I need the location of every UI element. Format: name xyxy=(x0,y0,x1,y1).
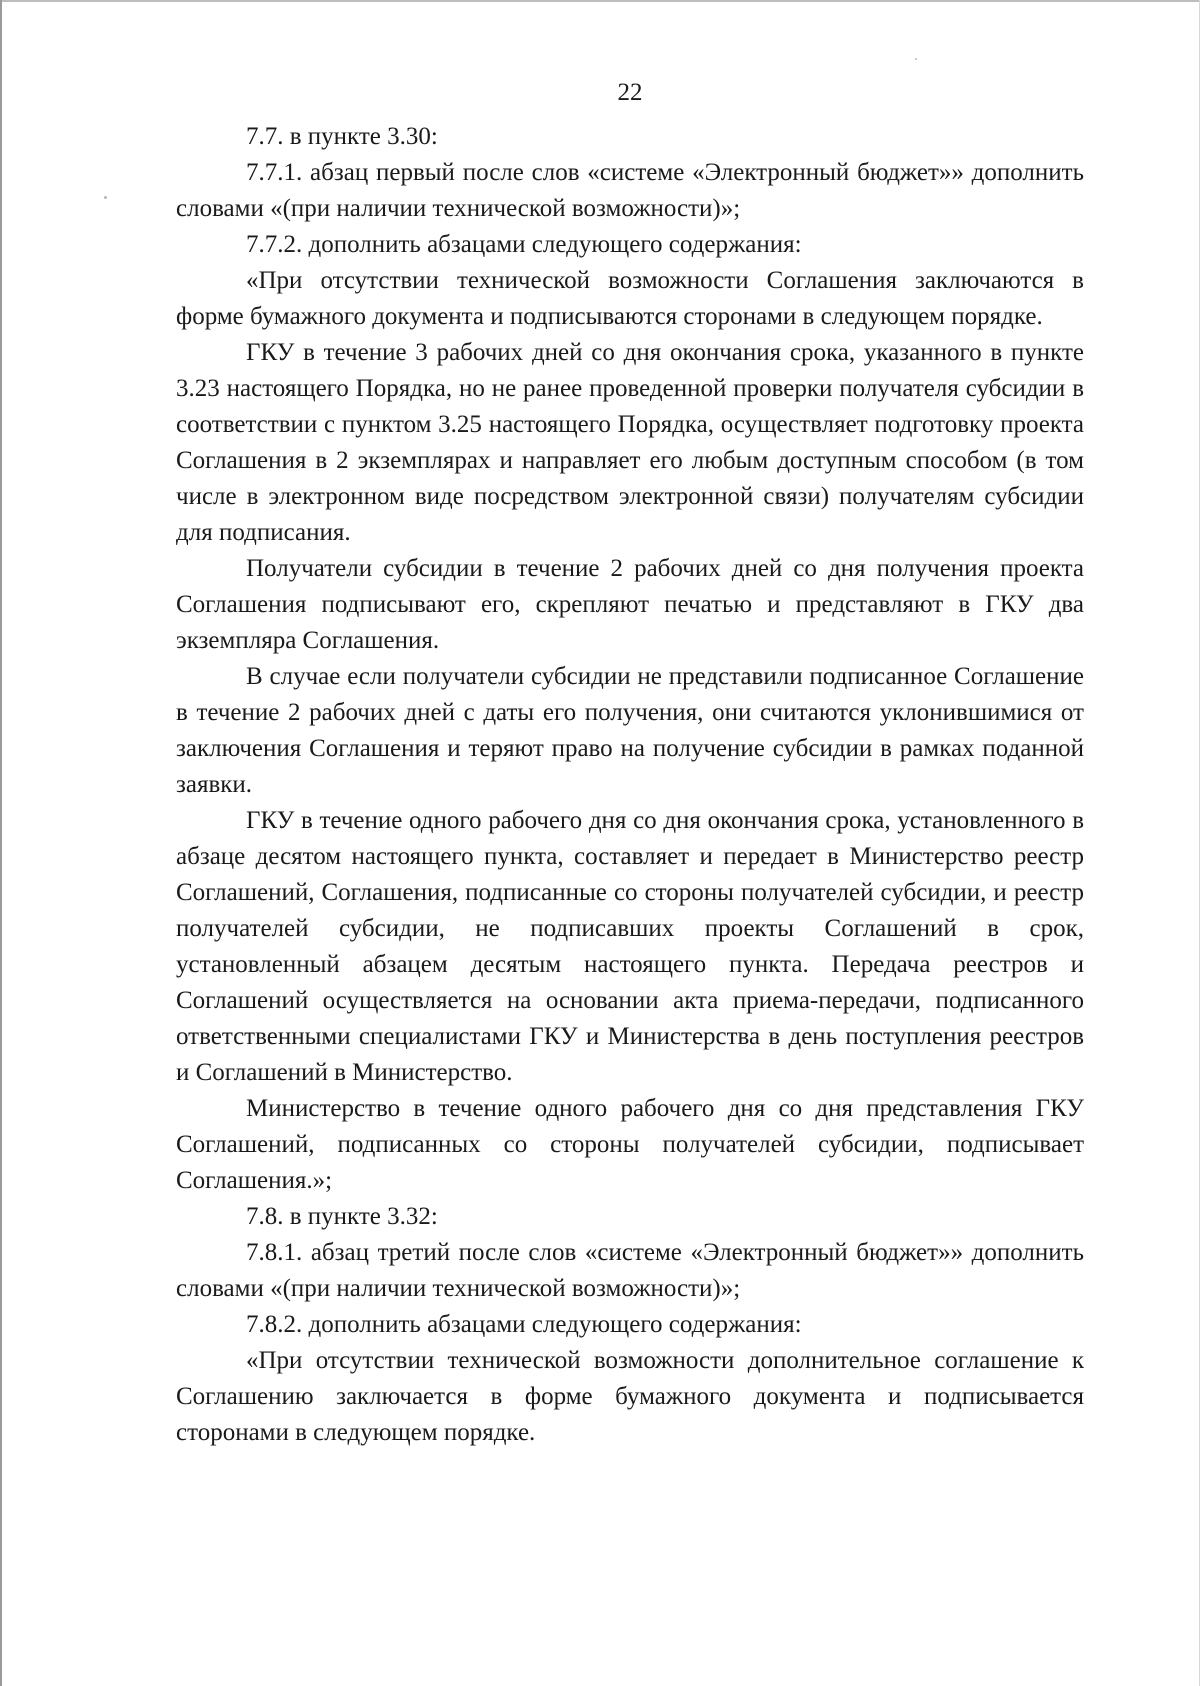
paragraph: 7.8.1. абзац третий после слов «системе «Электронный бюджет»» дополнить словами «(при наличии технической возможности)»; xyxy=(176,1239,1084,1302)
paragraph: ГКУ в течение одного рабочего дня со дня окончания срока, установленного в абзаце десятом настоящего пункта, составляет и передает в Министерство реестр Соглашений, Соглашения, подписанные со стороны получателей субсидии, и реестр получателей субсидии, не подписавших проекты Соглашений в срок, установленный абзацем десятым настоящего пункта. Передача реестров и Соглашений осуществляется на основании акта приема-передачи, подписанного ответственными специалистами ГКУ и Министерства в день поступления реестров и Соглашений в Министерство. xyxy=(176,807,1084,1086)
page-number: 22 xyxy=(617,79,643,106)
scan-edge-top xyxy=(0,0,1200,2)
paragraph: 7.7.1. абзац первый после слов «системе «Электронный бюджет»» дополнить словами «(при наличии технической возможности)»; xyxy=(176,159,1084,222)
paragraph: 7.7.2. дополнить абзацами следующего содержания: xyxy=(246,231,802,258)
paragraph: «При отсутствии технической возможности Соглашения заключаются в форме бумажного документа и подписываются сторонами в следующем порядке. xyxy=(176,267,1084,330)
document-body xyxy=(176,119,1084,1451)
paragraph: 7.8. в пункте 3.32: xyxy=(246,1203,438,1230)
paragraph: ГКУ в течение 3 рабочих дней со дня окончания срока, указанного в пункте 3.23 настоящего Порядка, но не ранее проведенной проверки получателя субсидии в соответствии с пунктом 3.25 настоящего Порядка, осуществляет подготовку проекта Соглашения в 2 экземплярах и направляет его любым доступным способом (в том числе в электронном виде посредством электронной связи) получателям субсидии для подписания. xyxy=(176,339,1084,546)
paragraph: 7.7. в пункте 3.30: xyxy=(246,123,438,150)
paragraph: «При отсутствии технической возможности дополнительное соглашение к Соглашению заключается в форме бумажного документа и подписывается сторонами в следующем порядке. xyxy=(176,1347,1084,1446)
scan-speck xyxy=(915,58,917,60)
paragraph: 7.8.2. дополнить абзацами следующего содержания: xyxy=(246,1311,802,1338)
paragraph: Получатели субсидии в течение 2 рабочих дней со дня получения проекта Соглашения подписывают его, скрепляют печатью и представляют в ГКУ два экземпляра Соглашения. xyxy=(176,555,1084,654)
scan-edge-left xyxy=(0,0,2,1686)
paragraph: Министерство в течение одного рабочего дня со дня представления ГКУ Соглашений, подписанных со стороны получателей субсидии, подписывает Соглашения.»; xyxy=(176,1095,1084,1194)
scan-speck xyxy=(104,196,107,199)
paragraph: В случае если получатели субсидии не представили подписанное Соглашение в течение 2 рабочих дней с даты его получения, они считаются уклонившимися от заключения Соглашения и теряют право на получение субсидии в рамках поданной заявки. xyxy=(176,663,1084,798)
